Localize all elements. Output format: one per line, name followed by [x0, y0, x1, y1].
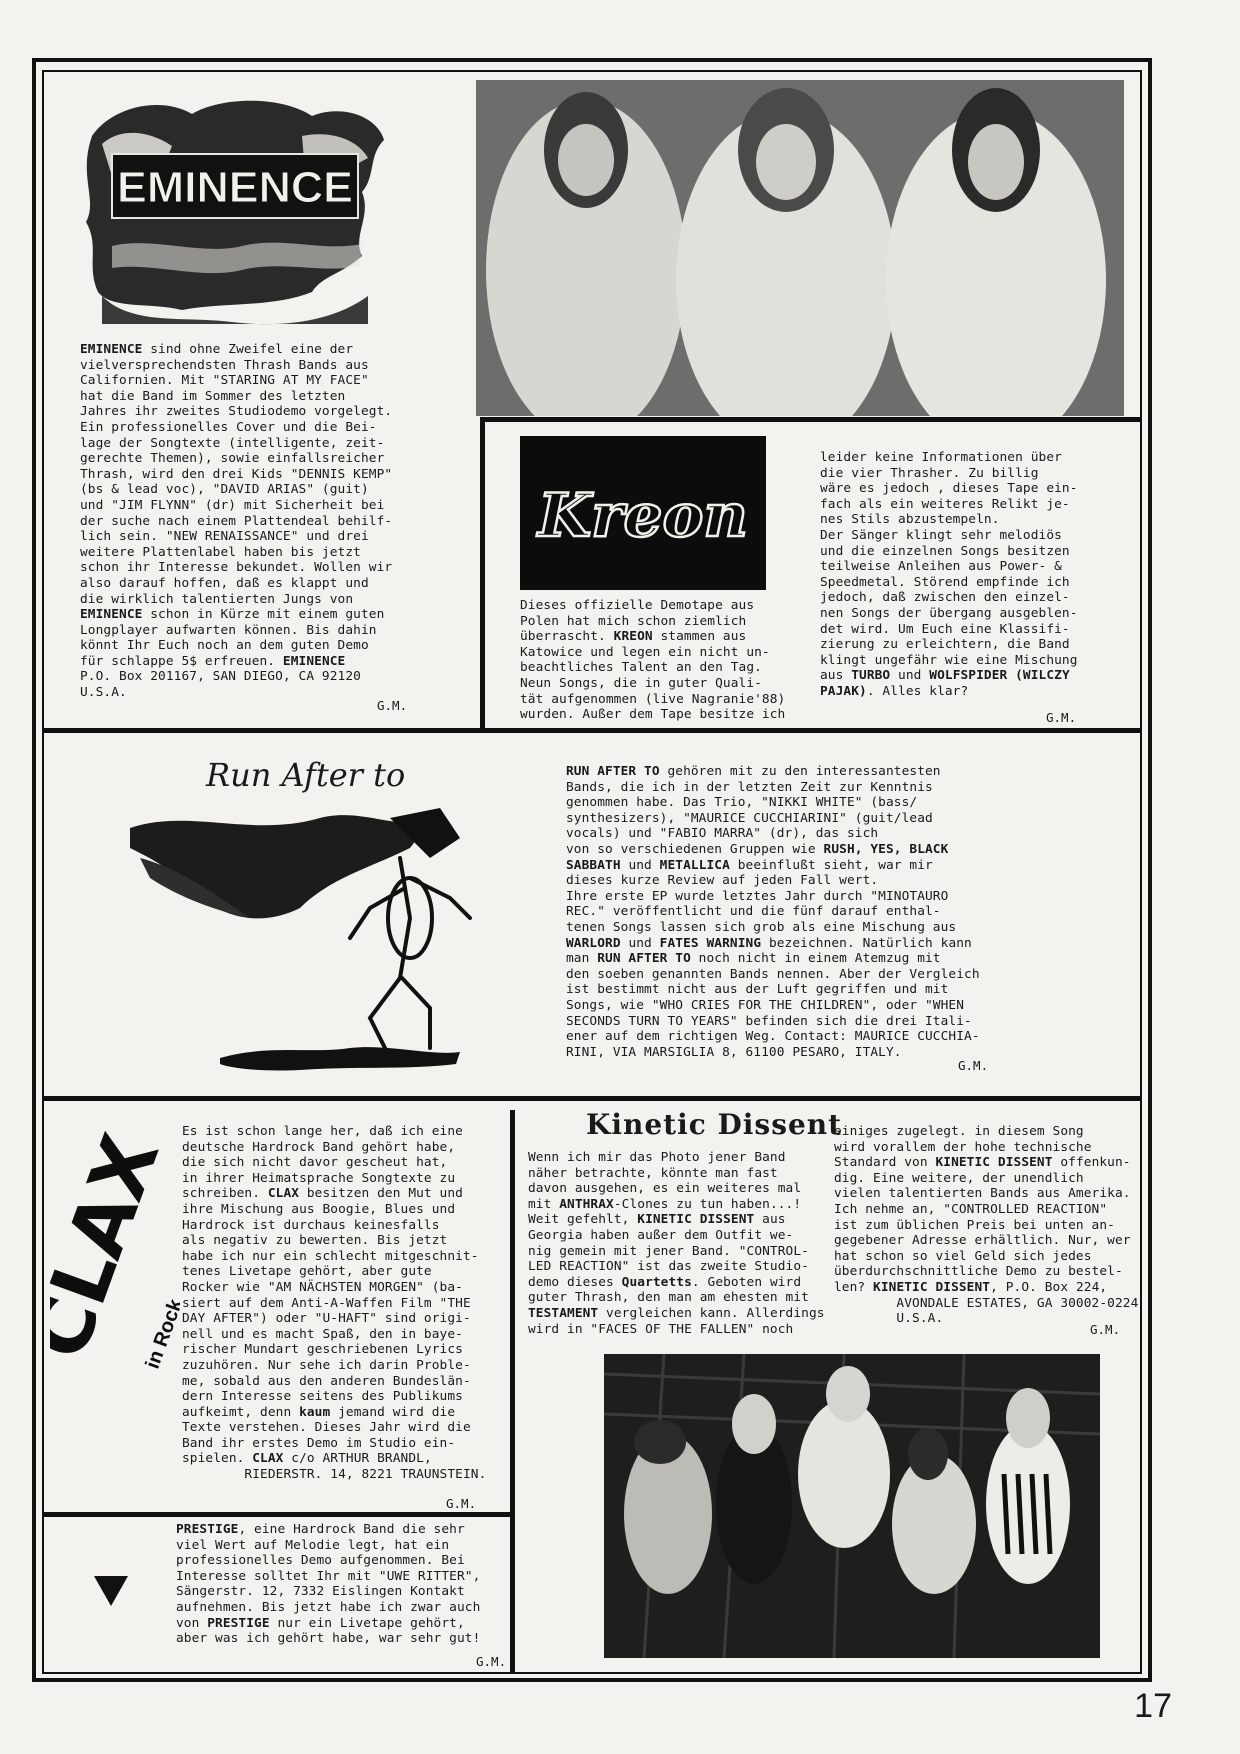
text-line: Songs, wie "WHO CRIES FOR THE CHILDREN", oder "WHEN — [566, 997, 965, 1013]
text-line: viel Wert auf Melodie legt, hat ein — [176, 1537, 450, 1553]
text-line: habe ich nur ein schlecht mitgeschnit- — [182, 1248, 479, 1264]
text-line: näher betrachte, könnte man fast — [528, 1165, 778, 1181]
text-line: weitere Plattenlabel haben bis jetzt — [80, 544, 361, 560]
text-line: überrascht. KREON stammen aus — [520, 629, 747, 645]
text-line: Dieses offizielle Demotape aus — [520, 598, 755, 613]
text-line: zuzuhören. Nur sehe ich darin Proble- — [182, 1357, 471, 1373]
kreon-logo-text: Kreon — [535, 481, 748, 551]
text-line: U.S.A. — [80, 685, 127, 701]
text-line: Neun Songs, die in guter Quali- — [520, 675, 762, 691]
eminence-band-photo — [476, 80, 1124, 416]
text-line: jedoch, daß zwischen den einzel- — [820, 590, 1070, 606]
kinetic-dissent-band-photo — [604, 1354, 1100, 1658]
text-line: genommen habe. Das Trio, "NIKKI WHITE" (bass/ — [566, 795, 918, 811]
text-line: SABBATH und METALLICA beeinflußt sieht, war mir — [566, 857, 933, 873]
text-line: synthesizers), "MAURICE CUCCHIARINI" (guit/lead — [566, 810, 933, 826]
text-line: nell und es macht Spaß, den in baye- — [182, 1326, 463, 1342]
text-line: professionelles Demo aufgenommen. Bei — [176, 1553, 465, 1569]
eminence-logo — [72, 96, 392, 328]
text-line: Band ihr erstes Demo im Studio ein- — [182, 1435, 456, 1451]
clax-logo-text: CLAX — [50, 1126, 177, 1371]
prestige-review-text — [176, 1522, 480, 1647]
text-line: überdurchschnittliche Demo zu bestel- — [834, 1264, 1123, 1280]
page-number: 17 — [1134, 1687, 1172, 1725]
clax-logo-subtext: in Rock — [141, 1296, 180, 1372]
text-line: aufkeimt, denn kaum jemand wird die — [182, 1404, 456, 1420]
text-line: ist bestimmt nicht aus der Luft gegriffen und mit — [566, 982, 949, 998]
kinetic-dissent-review-col1 — [528, 1150, 825, 1337]
text-line: Ihre erste EP wurde letztes Jahr durch "MINOTAURO — [566, 888, 949, 904]
text-line: vielen talentierten Bands aus Amerika. — [834, 1186, 1131, 1202]
text-line: von so verschiedenen Gruppen wie RUSH, YES, BLACK — [566, 841, 949, 857]
text-line: teilweise Anleihen aus Power- & — [820, 559, 1062, 575]
divider-prestige-top — [44, 1512, 512, 1517]
text-line: PAJAK). Alles klar? — [820, 683, 969, 699]
text-line: spielen. CLAX c/o ARTHUR BRANDL, — [182, 1451, 432, 1467]
text-line: mit ANTHRAX-Clones zu tun haben...! — [528, 1196, 802, 1212]
text-line: Ich nehme an, "CONTROLLED REACTION" — [834, 1201, 1108, 1217]
text-line: tät aufgenommen (live Nagranie'88) — [520, 691, 786, 707]
kreon-signature: G.M. — [1046, 710, 1077, 725]
eminence-logo-text: EMINENCE — [117, 163, 353, 212]
text-line: hat die Band im Sommer des letzten — [80, 388, 346, 404]
text-line: als negativ zu bewerten. Bis jetzt — [182, 1233, 448, 1249]
text-line: demo dieses Quartetts. Geboten wird — [528, 1274, 802, 1290]
text-line: den soeben genannten Bands nennen. Aber der Vergleich — [566, 966, 980, 982]
text-line: Der Sänger klingt sehr melodiös — [820, 527, 1062, 543]
text-line: gegebener Adresse erhältlich. Nur, wer — [834, 1233, 1131, 1249]
divider-section-1 — [44, 728, 1142, 733]
text-line: einiges zugelegt. in diesem Song — [834, 1124, 1084, 1139]
text-line: Sängerstr. 12, 7332 Eislingen Kontakt — [176, 1584, 465, 1600]
kinetic-dissent-review-col2 — [834, 1124, 1138, 1327]
text-line: guter Thrash, den man am ehesten mit — [528, 1290, 809, 1306]
run-after-to-signature: G.M. — [958, 1058, 989, 1073]
text-line: len? KINETIC DISSENT, P.O. Box 224, — [834, 1279, 1108, 1295]
text-line: nig gemein mit jener Band. "CONTROL- — [528, 1243, 809, 1259]
text-line: det wird. Um Euch eine Klassifi- — [820, 621, 1070, 637]
text-line: Longplayer aufwarten können. Bis dahin — [80, 622, 377, 638]
text-line: Ein professionelles Cover und die Bei- — [80, 419, 377, 435]
text-line: dieses kurze Review auf jeden Fall wert. — [566, 873, 879, 889]
text-line: P.O. Box 201167, SAN DIEGO, CA 92120 — [80, 669, 361, 685]
text-line: dern Interesse seitens des Publikums — [182, 1389, 463, 1405]
kreon-review-col1 — [520, 598, 785, 723]
text-line: Thrash, wird den drei Kids "DENNIS KEMP" — [80, 466, 393, 482]
text-line: und die einzelnen Songs besitzen — [820, 543, 1070, 559]
text-line: gerechte Themen), sowie einfallsreicher — [80, 451, 385, 467]
text-line: zierung zu erleichtern, die Band — [820, 637, 1070, 653]
text-line: wird in "FACES OF THE FALLEN" noch — [528, 1321, 794, 1337]
kreon-logo — [520, 436, 766, 590]
run-after-to-title: Run After to — [206, 756, 406, 794]
text-line: könnt Ihr Euch noch an dem guten Demo — [80, 638, 369, 654]
text-line: dig. Eine weitere, der unendlich — [834, 1170, 1084, 1186]
text-line: in ihrer Heimatsprache Songtexte zu — [182, 1170, 456, 1186]
divider-kreon-left — [480, 417, 485, 732]
text-line: Polen hat mich schon ziemlich — [520, 613, 747, 629]
text-line: fach als ein weiteres Relikt je- — [820, 496, 1070, 512]
prestige-signature: G.M. — [476, 1654, 507, 1669]
kreon-review-col2 — [820, 450, 1078, 700]
divider-section-2 — [44, 1096, 1142, 1101]
text-line: tenes Livetape gehört, aber gute — [182, 1264, 432, 1280]
text-line: vocals) und "FABIO MARRA" (dr), das sich — [566, 826, 879, 842]
text-line: Californien. Mit "STARING AT MY FACE" — [80, 373, 369, 389]
text-line: me, sobald aus den anderen Bundeslän- — [182, 1373, 471, 1389]
text-line: rischer Mundart geschriebenen Lyrics — [182, 1342, 463, 1358]
text-line: die wirklich talentierten Jungs von — [80, 591, 354, 607]
text-line: deutsche Hardrock Band gehört habe, — [182, 1139, 456, 1155]
text-line: nes Stils abzustempeln. — [820, 512, 1000, 528]
text-line: Standard von KINETIC DISSENT offenkun- — [834, 1155, 1131, 1171]
text-line: U.S.A. — [834, 1311, 944, 1327]
text-line: wird vorallem der hohe technische — [834, 1139, 1092, 1155]
text-line: WARLORD und FATES WARNING bezeichnen. Natürlich kann — [566, 935, 972, 951]
clax-logo — [50, 1126, 180, 1386]
text-line: hat schon so viel Geld sich jedes — [834, 1248, 1092, 1264]
text-line: AVONDALE ESTATES, GA 30002-0224 — [834, 1295, 1139, 1311]
text-line: Jahres ihr zweites Studiodemo vorgelegt. — [80, 404, 393, 420]
text-line: EMINENCE sind ohne Zweifel eine der — [80, 342, 354, 357]
text-line: tenen Songs lassen sich grob als eine Mischung aus — [566, 919, 957, 935]
text-line: PRESTIGE, eine Hardrock Band die sehr — [176, 1522, 465, 1537]
text-line: Rocker wie "AM NÄCHSTEN MORGEN" (ba- — [182, 1279, 463, 1295]
text-line: SECONDS TURN TO YEARS" befinden sich die drei Itali- — [566, 1013, 972, 1029]
text-line: beachtliches Talent an den Tag. — [520, 660, 762, 676]
eminence-review-text — [80, 342, 392, 701]
kinetic-dissent-title: Kinetic Dissent — [586, 1108, 843, 1141]
text-line: aber was ich gehört habe, war sehr gut! — [176, 1631, 481, 1647]
text-line: siert auf dem Anti-A-Waffen Film "THE — [182, 1295, 471, 1311]
text-line: EMINENCE schon in Kürze mit einem guten — [80, 607, 385, 623]
text-line: (bs & lead voc), "DAVID ARIAS" (guit) — [80, 482, 369, 498]
text-line: LED REACTION" ist das zweite Studio- — [528, 1259, 809, 1275]
text-line: die vier Thrasher. Zu billig — [820, 465, 1039, 481]
clax-signature: G.M. — [446, 1496, 477, 1511]
text-line: aufnehmen. Bis jetzt habe ich zwar auch — [176, 1599, 481, 1615]
run-after-to-review-text — [566, 764, 980, 1060]
text-line: ener auf dem richtigen Weg. Contact: MAURICE CUCCHIA- — [566, 1029, 980, 1045]
text-line: und "JIM FLYNN" (dr) mit Sicherheit bei — [80, 497, 385, 513]
text-line: nen Songs der übergang ausgeblen- — [820, 605, 1078, 621]
text-line: Bands, die ich in der letzten Zeit zur Kenntnis — [566, 779, 933, 795]
text-line: ihre Mischung aus Boogie, Blues und — [182, 1201, 456, 1217]
text-line: Speedmetal. Störend empfinde ich — [820, 574, 1070, 590]
text-line: also darauf hoffen, daß es klappt und — [80, 575, 369, 591]
text-line: Es ist schon lange her, daß ich eine — [182, 1124, 463, 1139]
text-line: wurden. Außer dem Tape besitze ich — [520, 707, 786, 723]
text-line: Katowice und legen ein nicht un- — [520, 644, 770, 660]
text-line: leider keine Informationen über — [820, 450, 1062, 465]
run-after-to-illustration — [130, 808, 510, 1078]
text-line: schreiben. CLAX besitzen den Mut und — [182, 1186, 463, 1202]
text-line: REC." veröffentlicht und die fünf darauf enthal- — [566, 904, 941, 920]
kinetic-dissent-signature: G.M. — [1090, 1322, 1121, 1337]
text-line: klingt ungefähr wie eine Mischung — [820, 652, 1078, 668]
prestige-triangle-icon — [94, 1576, 128, 1606]
text-line: die sich nicht davor gescheut hat, — [182, 1155, 448, 1171]
text-line: von PRESTIGE nur ein Livetape gehört, — [176, 1615, 465, 1631]
text-line: lich sein. "NEW RENAISSANCE" und drei — [80, 529, 369, 545]
eminence-signature: G.M. — [377, 698, 408, 713]
text-line: Interesse solltet Ihr mit "UWE RITTER", — [176, 1568, 481, 1584]
text-line: RUN AFTER TO gehören mit zu den interessantesten — [566, 764, 941, 779]
text-line: man RUN AFTER TO noch nicht in einem Atemzug mit — [566, 951, 941, 967]
text-line: lage der Songtexte (intelligente, zeit- — [80, 435, 385, 451]
text-line: RINI, VIA MARSIGLIA 8, 61100 PESARO, ITALY. — [566, 1044, 902, 1060]
text-line: schon ihr Interesse bekundet. Wollen wir — [80, 560, 393, 576]
text-line: der suche nach einem Plattendeal behilf- — [80, 513, 393, 529]
divider-kreon-top — [480, 417, 1142, 422]
text-line: Georgia haben außer dem Outfit we- — [528, 1227, 794, 1243]
text-line: wäre es jedoch , dieses Tape ein- — [820, 481, 1078, 497]
text-line: RIEDERSTR. 14, 8221 TRAUNSTEIN. — [182, 1467, 487, 1483]
text-line: ist zum üblichen Preis bei unten an- — [834, 1217, 1115, 1233]
text-line: davon ausgehen, es ein weiteres mal — [528, 1181, 802, 1197]
text-line: aus TURBO und WOLFSPIDER (WILCZY — [820, 668, 1070, 684]
text-line: für schlappe 5$ erfreuen. EMINENCE — [80, 653, 346, 669]
text-line: Wenn ich mir das Photo jener Band — [528, 1150, 786, 1165]
text-line: Texte verstehen. Dieses Jahr wird die — [182, 1420, 471, 1436]
text-line: vielversprechendsten Thrash Bands aus — [80, 357, 369, 373]
clax-review-text — [182, 1124, 486, 1483]
text-line: TESTAMENT vergleichen kann. Allerdings — [528, 1305, 825, 1321]
text-line: Hardrock ist durchaus keinesfalls — [182, 1217, 440, 1233]
text-line: Weit gefehlt, KINETIC DISSENT aus — [528, 1212, 786, 1228]
divider-bottom-middle — [510, 1110, 515, 1674]
text-line: DAY AFTER") oder "U-HAFT" sind origi- — [182, 1311, 471, 1327]
